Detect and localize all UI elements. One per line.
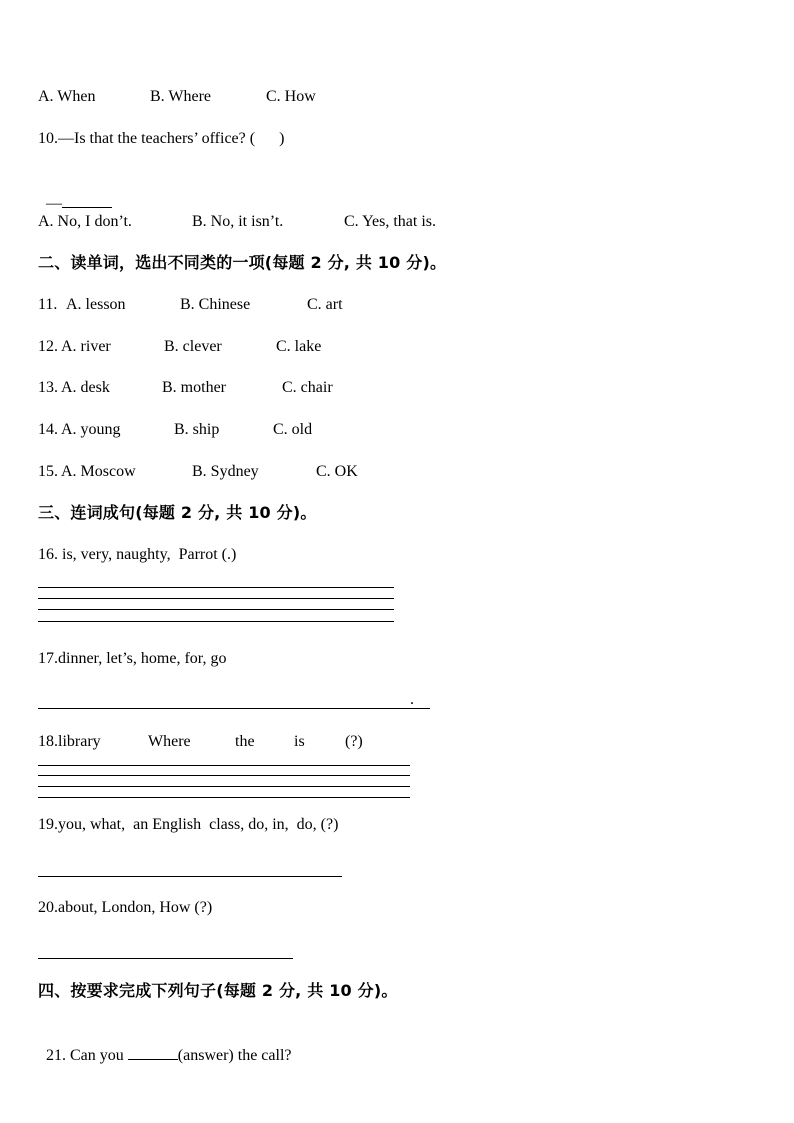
q14-option-a: A. young — [61, 421, 121, 438]
q12-option-b: B. clever — [164, 338, 222, 355]
q15-option-c: C. OK — [316, 463, 358, 480]
q21-answer-blank[interactable] — [128, 1043, 178, 1060]
q18-word: the — [235, 733, 255, 750]
q21-text-after: (answer) the call? — [177, 1047, 292, 1064]
q12-number: 12. — [38, 338, 58, 355]
q18-answer-line[interactable] — [38, 786, 410, 787]
q9-option-c: C. How — [266, 88, 316, 105]
q10-question: 10.—Is that the teachers’ office? ( ) — [38, 130, 285, 147]
section2-heading: 二、读单词，选出不同类的一项(每题 2 分, 共 10 分)。 — [38, 253, 447, 272]
q13-option-a: A. desk — [61, 379, 110, 396]
q13-option-b: B. mother — [162, 379, 226, 396]
q11-option-a: A. lesson — [66, 296, 126, 313]
q19-answer-line[interactable] — [38, 876, 342, 877]
q18-answer-line[interactable] — [38, 765, 410, 766]
q17-answer-line[interactable] — [38, 708, 430, 709]
q16-answer-line[interactable] — [38, 587, 394, 588]
q13-number: 13. — [38, 379, 58, 396]
q18-word: 18.library — [38, 733, 101, 750]
q11-option-b: B. Chinese — [180, 296, 251, 313]
q13-option-c: C. chair — [282, 379, 333, 396]
q21-text-before: 21. Can you — [46, 1047, 128, 1064]
q18-word: is — [294, 733, 305, 750]
q14-option-b: B. ship — [174, 421, 220, 438]
q15-number: 15. — [38, 463, 58, 480]
q15-option-a: A. Moscow — [61, 463, 136, 480]
q16-answer-line[interactable] — [38, 621, 394, 622]
section4-heading: 四、按要求完成下列句子(每题 2 分, 共 10 分)。 — [38, 981, 398, 1000]
q16-prompt: 16. is, very, naughty, Parrot (.) — [38, 546, 237, 563]
q19-prompt: 19.you, what, an English class, do, in, do, (?) — [38, 816, 339, 833]
q20-answer-line[interactable] — [38, 958, 293, 959]
q18-answer-line[interactable] — [38, 775, 410, 776]
q10-answer-blank[interactable] — [62, 191, 112, 208]
section3-heading: 三、连词成句(每题 2 分, 共 10 分)。 — [38, 503, 317, 522]
q10-answer-dash: — — [46, 195, 62, 212]
q12-option-a: A. river — [61, 338, 111, 355]
q10-option-c: C. Yes, that is. — [344, 213, 437, 230]
q14-number: 14. — [38, 421, 58, 438]
q11-option-c: C. art — [307, 296, 343, 313]
q17-period: . — [410, 691, 414, 708]
q10-answer-line — [38, 171, 112, 214]
q9-option-b: B. Where — [150, 88, 212, 105]
q15-option-b: B. Sydney — [192, 463, 259, 480]
q17-prompt: 17.dinner, let’s, home, for, go — [38, 650, 227, 667]
q18-answer-line[interactable] — [38, 797, 410, 798]
q10-option-b: B. No, it isn’t. — [192, 213, 284, 230]
q20-prompt: 20.about, London, How (?) — [38, 899, 213, 916]
q18-word: Where — [148, 733, 191, 750]
q18-word: (?) — [345, 733, 363, 750]
q9-option-a: A. When — [38, 88, 96, 105]
q10-option-a: A. No, I don’t. — [38, 213, 132, 230]
q16-answer-line[interactable] — [38, 598, 394, 599]
q11-number: 11. — [38, 296, 62, 313]
q14-option-c: C. old — [273, 421, 313, 438]
q21-prompt — [38, 1023, 292, 1066]
q12-option-c: C. lake — [276, 338, 322, 355]
q16-answer-line[interactable] — [38, 609, 394, 610]
